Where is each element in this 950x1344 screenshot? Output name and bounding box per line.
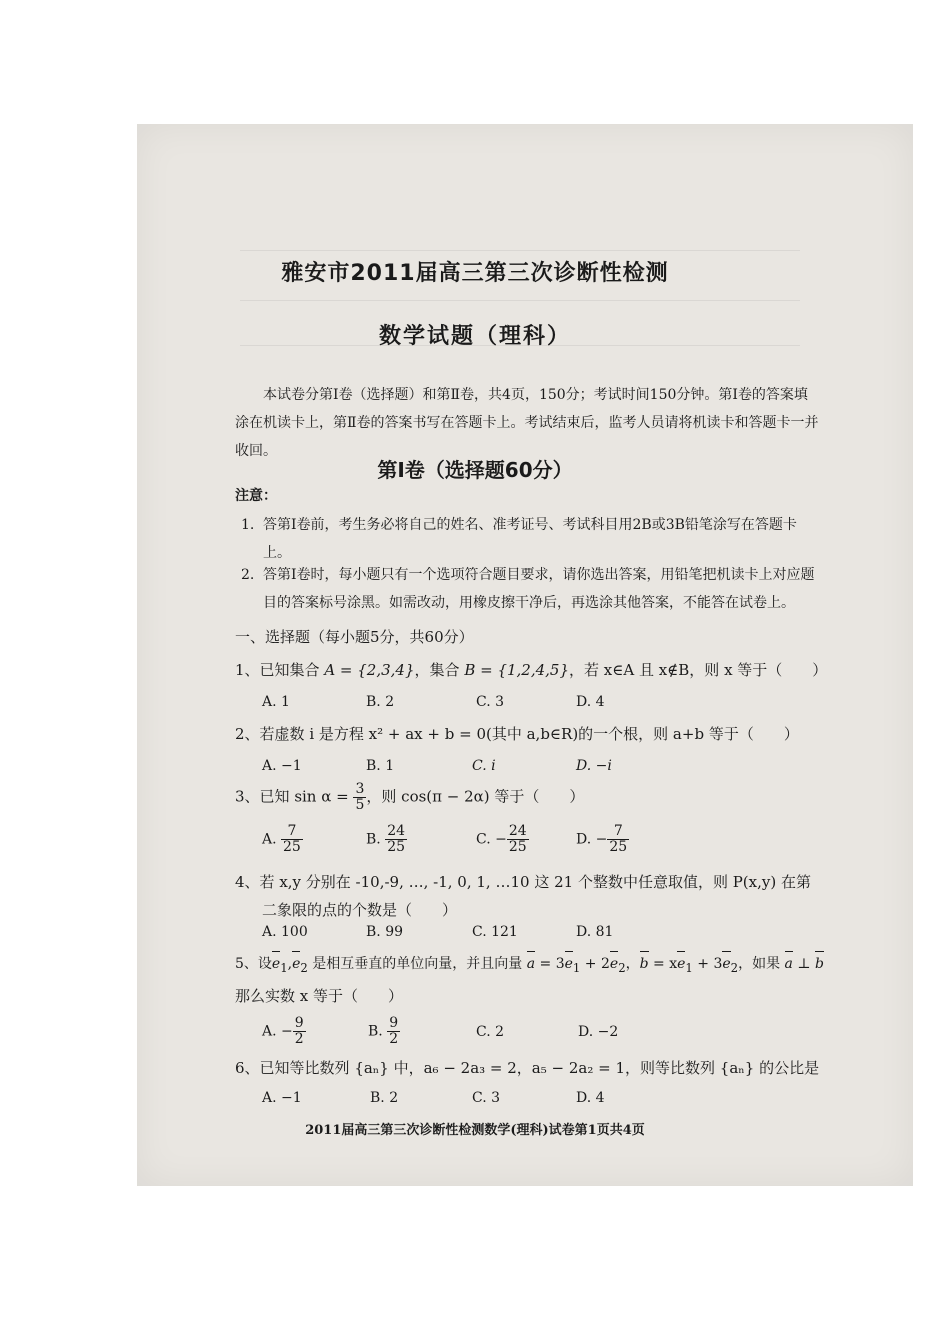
option-d	[578, 1024, 618, 1040]
perpendicular-symbol: ⊥	[792, 956, 815, 972]
vector-e: e	[565, 950, 573, 978]
section-heading: 一、选择题（每小题5分，共60分）	[235, 628, 474, 646]
denominator: 5	[355, 797, 365, 813]
notes-label: 注意：	[235, 488, 277, 504]
question-number: 2、	[235, 725, 260, 743]
question-2	[235, 720, 820, 748]
denominator: 25	[508, 839, 527, 855]
question-number: 5、	[235, 956, 258, 972]
option-c: C. 121	[472, 924, 518, 940]
numerator: 9	[294, 1015, 304, 1031]
option-b	[368, 1016, 400, 1047]
question-number: 4、	[235, 873, 260, 891]
vector-b: b	[815, 950, 824, 978]
option-a: A. 100	[262, 924, 308, 940]
note-item	[241, 561, 818, 617]
set-b: B = {1,2,4,5}	[464, 661, 570, 679]
option-c: C. i	[472, 758, 496, 774]
fraction	[385, 824, 407, 855]
note-text: 答第Ⅰ卷时，每小题只有一个选项符合题目要求，请你选出答案，用铅笔把机读卡上对应题目的答案标号涂黑。如需改动，用橡皮擦干净后，再选涂其他答案，不能答在试卷上。	[263, 567, 815, 611]
separator: ,	[287, 956, 293, 972]
question-text: 设	[257, 956, 272, 972]
option-label: A.	[262, 1023, 277, 1040]
vector-b: b	[640, 950, 649, 978]
numerator: 7	[607, 824, 629, 840]
fraction	[293, 1016, 306, 1047]
question-text: 若虚数 i 是方程 x² + ax + b = 0(其中 a,b∈R)的一个根，则 a+b 等于（ ）	[259, 725, 799, 743]
note-number: 1.	[241, 517, 255, 533]
subscript: 2	[300, 960, 308, 975]
option-a	[262, 1016, 306, 1047]
option-label: D.	[578, 1024, 594, 1040]
numerator: 7	[281, 824, 303, 840]
question-5-line2: 那么实数 x 等于（ ）	[235, 987, 403, 1005]
denominator: 25	[609, 839, 628, 855]
option-label: B.	[368, 1023, 383, 1040]
question-number: 1、	[235, 661, 260, 679]
option-label: C.	[476, 831, 491, 848]
vector-e: e	[272, 950, 280, 978]
option-c	[476, 824, 529, 855]
separator: ，	[625, 956, 640, 972]
question-4-line2: 二象限的点的个数是（ ）	[262, 901, 458, 919]
option-a	[262, 824, 303, 855]
option-b: B. 2	[366, 694, 395, 710]
fraction	[353, 782, 366, 813]
option-b	[366, 824, 407, 855]
fraction	[507, 824, 529, 855]
subscript: 1	[280, 960, 288, 975]
option-sign: −	[595, 831, 608, 848]
option-label: C.	[476, 1024, 491, 1040]
option-label: A.	[262, 831, 277, 848]
option-d	[576, 824, 629, 855]
option-b: B. 1	[366, 758, 395, 774]
fraction	[281, 824, 303, 855]
set-a: A = {2,3,4}	[324, 661, 415, 679]
option-c	[476, 1024, 504, 1040]
exam-title: 雅安市2011届高三第三次诊断性检测	[281, 261, 669, 286]
subscript: 1	[685, 960, 693, 975]
question-text: 是相互垂直的单位向量，并且向量	[307, 956, 527, 972]
subscript: 2	[618, 960, 626, 975]
denominator: 25	[387, 839, 406, 855]
option-d: D. 4	[576, 694, 605, 710]
vector-e: e	[677, 950, 685, 978]
subscript: 1	[572, 960, 581, 975]
question-6	[235, 1054, 820, 1082]
vector-a: a	[785, 950, 793, 978]
option-d: D. 4	[576, 1090, 605, 1106]
question-4	[235, 868, 820, 896]
question-text: ，集合	[414, 661, 465, 679]
denominator: 2	[389, 1031, 399, 1047]
intro-paragraph: 本试卷分第Ⅰ卷（选择题）和第Ⅱ卷，共4页，150分；考试时间150分钟。第Ⅰ卷的答案填涂在机读卡上，第Ⅱ卷的答案书写在答题卡上。考试结束后，监考人员请将机读卡和答题卡一并收回。	[235, 387, 819, 459]
option-label: B.	[366, 831, 381, 848]
question-1	[235, 656, 828, 684]
vector-a: a	[527, 950, 535, 978]
note-text: 答第Ⅰ卷前，考生务必将自己的姓名、准考证号、考试科目用2B或3B铅笔涂写在答题卡上。	[263, 517, 797, 561]
option-c: C. 3	[472, 1090, 501, 1106]
option-b: B. 2	[370, 1090, 399, 1106]
question-text: 若 x,y 分别在 -10,-9, …, -1, 0, 1, …10 这 21 个整数中任意取值，则 P(x,y) 在第	[259, 873, 811, 891]
fraction	[607, 824, 629, 855]
option-a: A. −1	[262, 758, 302, 774]
option-c: C. 3	[476, 694, 505, 710]
vector-e: e	[292, 950, 300, 978]
exam-subtitle: 数学试题（理科）	[378, 324, 571, 349]
question-5	[235, 950, 824, 982]
question-text: ，则 cos(π − 2α) 等于（ ）	[366, 787, 585, 806]
equation-part: = 3	[535, 956, 565, 972]
subscript: 2	[730, 960, 739, 975]
vector-e: e	[722, 950, 730, 978]
option-b: B. 99	[366, 924, 404, 940]
fraction	[387, 1016, 400, 1047]
option-d: D. 81	[576, 924, 614, 940]
question-3	[235, 782, 820, 813]
question-number: 3、	[235, 787, 260, 806]
equation-part: + 3	[692, 956, 723, 972]
denominator: 25	[283, 839, 301, 855]
numerator: 24	[508, 823, 527, 839]
numerator: 9	[389, 1015, 399, 1031]
equation-part: + 2	[580, 956, 610, 972]
question-text: ，若 x∈A 且 x∉B，则 x 等于（ ）	[569, 661, 828, 679]
part1-title: 第Ⅰ卷（选择题60分）	[377, 458, 573, 482]
question-text: 已知等比数列 {aₙ} 中，a₆ − 2a₃ = 2，a₅ − 2a₂ = 1，则等比数列 {aₙ} 的公比是	[259, 1059, 820, 1077]
note-item	[241, 511, 818, 567]
note-number: 2.	[241, 567, 255, 583]
numerator: 24	[387, 823, 406, 839]
equation-part: = x	[648, 956, 678, 972]
option-sign: −	[281, 1023, 293, 1040]
question-text: ，如果	[738, 956, 785, 972]
denominator: 2	[294, 1031, 304, 1047]
question-text: 已知集合	[259, 661, 325, 679]
numerator: 3	[355, 781, 365, 797]
option-value: 2	[495, 1024, 505, 1040]
option-value: −2	[597, 1024, 619, 1040]
question-number: 6、	[235, 1059, 260, 1077]
option-label: D.	[576, 831, 592, 848]
option-a: A. 1	[262, 694, 290, 710]
option-sign: −	[495, 831, 507, 848]
page-footer: 2011届高三第三次诊断性检测数学(理科)试卷第1页共4页	[305, 1123, 645, 1138]
option-d: D. −i	[576, 758, 612, 774]
vector-e: e	[610, 950, 618, 978]
option-a: A. −1	[262, 1090, 302, 1106]
question-text: 已知 sin α =	[259, 787, 354, 806]
